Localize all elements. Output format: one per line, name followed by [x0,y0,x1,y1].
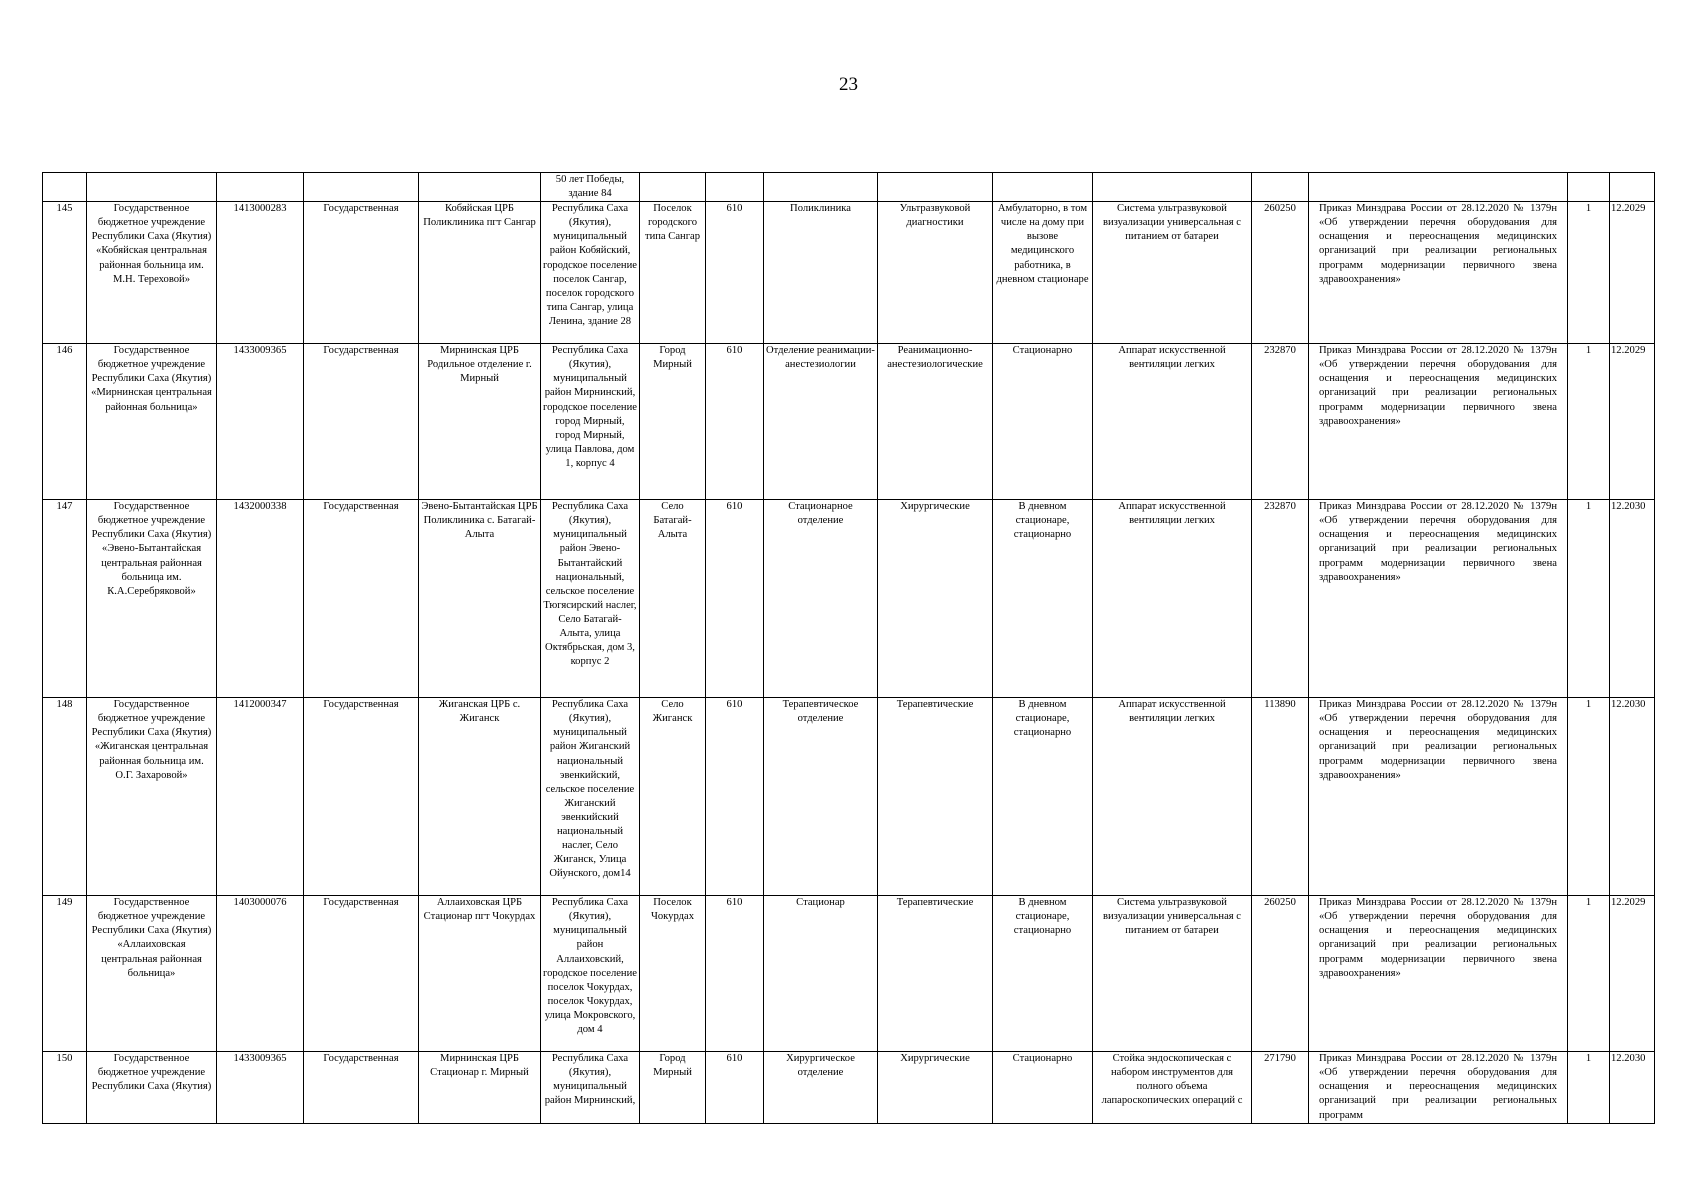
cell-equipment: Система ультразвуковой визуализации универсальная с питанием от батареи [1093,896,1252,1052]
page-number: 23 [839,74,858,95]
cell-department: Терапевтическое отделение [764,698,878,896]
cell-address: Республика Саха (Якутия), муниципальный район Мирнинский, [541,1052,640,1123]
table-row [43,344,1655,500]
cell-inn [217,173,304,202]
cell-equipment-code: 232870 [1252,344,1309,500]
cell-settlement: Поселок городского типа Сангар [640,202,706,344]
cell-conditions [993,173,1093,202]
cell-quantity: 1 [1568,500,1610,698]
cell-num: 146 [43,344,87,500]
cell-conditions: Амбулаторно, в том числе на дому при вызове медицинского работника, в дневном стационаре [993,202,1093,344]
cell-conditions: Стационарно [993,1052,1093,1123]
table-row [43,1052,1655,1123]
cell-ownership: Государственная [304,698,419,896]
cell-ownership: Государственная [304,202,419,344]
table-row [43,500,1655,698]
cell-equipment-code: 260250 [1252,202,1309,344]
cell-address: Республика Саха (Якутия), муниципальный район Жиганский национальный эвенкийский, сельское поселение Жиганский эвенкийский национальный наслег, Село Жиганск, Улица Ойунского, дом14 [541,698,640,896]
cell-quantity [1568,173,1610,202]
cell-date: 12.2030 [1610,698,1655,896]
cell-department: Стационар [764,896,878,1052]
cell-num [43,173,87,202]
cell-code: 610 [706,202,764,344]
cell-basis: Приказ Минздрава России от 28.12.2020 № 1379н «Об утверждении перечня оборудования для оснащения и переоснащения медицинских организаций при реализации региональных программ модернизации первичного звена здравоохранения» [1309,698,1568,896]
cell-address: Республика Саха (Якутия), муниципальный район Аллаиховский, городское поселение поселок Чокурдах, поселок Чокурдах, улица Мокровского, дом 4 [541,896,640,1052]
cell-inn: 1433009365 [217,1052,304,1123]
cell-equipment: Аппарат искусственной вентиляции легких [1093,698,1252,896]
cell-quantity: 1 [1568,1052,1610,1123]
cell-num: 148 [43,698,87,896]
cell-inn: 1432000338 [217,500,304,698]
cell-ownership: Государственная [304,896,419,1052]
cell-quantity: 1 [1568,202,1610,344]
table-row [43,896,1655,1052]
cell-inn: 1403000076 [217,896,304,1052]
cell-profile: Хирургические [878,1052,993,1123]
cell-address: Республика Саха (Якутия), муниципальный район Эвено-Бытантайский национальный, сельское поселение Тюгясирский наслег, Село Батагай-Алыта, улица Октябрьская, дом 3, корпус 2 [541,500,640,698]
cell-num: 150 [43,1052,87,1123]
cell-department: Отделение реанимации-анестезиологии [764,344,878,500]
table-row [43,698,1655,896]
cell-date: 12.2029 [1610,202,1655,344]
cell-address: Республика Саха (Якутия), муниципальный район Мирнинский, городское поселение город Мирный, город Мирный, улица Павлова, дом 1, корпус 4 [541,344,640,500]
cell-num: 149 [43,896,87,1052]
cell-quantity: 1 [1568,896,1610,1052]
cell-conditions: В дневном стационаре, стационарно [993,896,1093,1052]
cell-subdivision: Мирнинская ЦРБ Стационар г. Мирный [419,1052,541,1123]
cell-profile: Терапевтические [878,896,993,1052]
cell-subdivision [419,173,541,202]
cell-code: 610 [706,1052,764,1123]
cell-quantity: 1 [1568,698,1610,896]
cell-institution: Государственное бюджетное учреждение Республики Саха (Якутия) «Аллаиховская центральная районная больница» [87,896,217,1052]
cell-date: 12.2030 [1610,1052,1655,1123]
cell-institution [87,173,217,202]
cell-ownership: Государственная [304,500,419,698]
cell-ownership [304,173,419,202]
cell-basis [1309,173,1568,202]
cell-equipment: Аппарат искусственной вентиляции легких [1093,344,1252,500]
cell-address: Республика Саха (Якутия), муниципальный район Кобяйский, городское поселение поселок Сангар, поселок городского типа Сангар, улица Ленина, здание 28 [541,202,640,344]
cell-profile: Терапевтические [878,698,993,896]
cell-institution: Государственное бюджетное учреждение Республики Саха (Якутия) «Кобяйская центральная районная больница им. М.Н. Тереховой» [87,202,217,344]
cell-subdivision: Эвено-Бытантайская ЦРБ Поликлиника с. Батагай-Алыта [419,500,541,698]
cell-subdivision: Мирнинская ЦРБ Родильное отделение г. Мирный [419,344,541,500]
cell-settlement [640,173,706,202]
cell-equipment: Стойка эндоскопическая с набором инструментов для полного объема лапароскопических операций с [1093,1052,1252,1123]
cell-inn: 1412000347 [217,698,304,896]
cell-settlement: Город Мирный [640,1052,706,1123]
cell-inn: 1433009365 [217,344,304,500]
cell-ownership: Государственная [304,1052,419,1123]
cell-settlement: Село Батагай-Алыта [640,500,706,698]
cell-profile: Ультразвуковой диагностики [878,202,993,344]
cell-num: 147 [43,500,87,698]
cell-equipment: Аппарат искусственной вентиляции легких [1093,500,1252,698]
cell-num: 145 [43,202,87,344]
table-row [43,202,1655,344]
cell-basis: Приказ Минздрава России от 28.12.2020 № 1379н «Об утверждении перечня оборудования для оснащения и переоснащения медицинских организаций при реализации региональных программ модернизации первичного звена здравоохранения» [1309,500,1568,698]
cell-profile: Хирургические [878,500,993,698]
cell-conditions: Стационарно [993,344,1093,500]
cell-equipment-code: 260250 [1252,896,1309,1052]
cell-equipment-code: 232870 [1252,500,1309,698]
cell-conditions: В дневном стационаре, стационарно [993,500,1093,698]
cell-department: Стационарное отделение [764,500,878,698]
cell-basis: Приказ Минздрава России от 28.12.2020 № 1379н «Об утверждении перечня оборудования для оснащения и переоснащения медицинских организаций при реализации региональных программ модернизации первичного звена здравоохранения» [1309,202,1568,344]
cell-code: 610 [706,344,764,500]
cell-profile [878,173,993,202]
cell-quantity: 1 [1568,344,1610,500]
cell-basis: Приказ Минздрава России от 28.12.2020 № 1379н «Об утверждении перечня оборудования для оснащения и переоснащения медицинских организаций при реализации региональных программ [1309,1052,1568,1123]
cell-equipment [1093,173,1252,202]
equipment-register-table [42,172,1655,1124]
cell-settlement: Город Мирный [640,344,706,500]
cell-subdivision: Кобяйская ЦРБ Поликлиника пгт Сангар [419,202,541,344]
cell-code: 610 [706,500,764,698]
cell-institution: Государственное бюджетное учреждение Республики Саха (Якутия) «Жиганская центральная районная больница им. О.Г. Захаровой» [87,698,217,896]
cell-equipment-code: 113890 [1252,698,1309,896]
cell-subdivision: Аллаиховская ЦРБ Стационар пгт Чокурдах [419,896,541,1052]
cell-department: Поликлиника [764,202,878,344]
cell-settlement: Село Жиганск [640,698,706,896]
cell-date [1610,173,1655,202]
cell-ownership: Государственная [304,344,419,500]
cell-conditions: В дневном стационаре, стационарно [993,698,1093,896]
cell-code: 610 [706,896,764,1052]
cell-department: Хирургическое отделение [764,1052,878,1123]
cell-settlement: Поселок Чокурдах [640,896,706,1052]
cell-date: 12.2029 [1610,896,1655,1052]
cell-equipment: Система ультразвуковой визуализации универсальная с питанием от батареи [1093,202,1252,344]
cell-code: 610 [706,698,764,896]
cell-profile: Реанимационно-анестезиологические [878,344,993,500]
cell-institution: Государственное бюджетное учреждение Республики Саха (Якутия) [87,1052,217,1123]
cell-inn: 1413000283 [217,202,304,344]
cell-date: 12.2030 [1610,500,1655,698]
cell-institution: Государственное бюджетное учреждение Республики Саха (Якутия) «Эвено-Бытантайская центральная районная больница им. К.А.Серебряковой» [87,500,217,698]
cell-subdivision: Жиганская ЦРБ с. Жиганск [419,698,541,896]
cell-department [764,173,878,202]
cell-equipment-code [1252,173,1309,202]
cell-code [706,173,764,202]
cell-basis: Приказ Минздрава России от 28.12.2020 № 1379н «Об утверждении перечня оборудования для оснащения и переоснащения медицинских организаций при реализации региональных программ модернизации первичного звена здравоохранения» [1309,896,1568,1052]
cell-institution: Государственное бюджетное учреждение Республики Саха (Якутия) «Мирнинская центральная районная больница» [87,344,217,500]
cell-basis: Приказ Минздрава России от 28.12.2020 № 1379н «Об утверждении перечня оборудования для оснащения и переоснащения медицинских организаций при реализации региональных программ модернизации первичного звена здравоохранения» [1309,344,1568,500]
cell-date: 12.2029 [1610,344,1655,500]
cell-equipment-code: 271790 [1252,1052,1309,1123]
continuation-row [43,173,1655,202]
cell-address: 50 лет Победы, здание 84 [541,173,640,202]
